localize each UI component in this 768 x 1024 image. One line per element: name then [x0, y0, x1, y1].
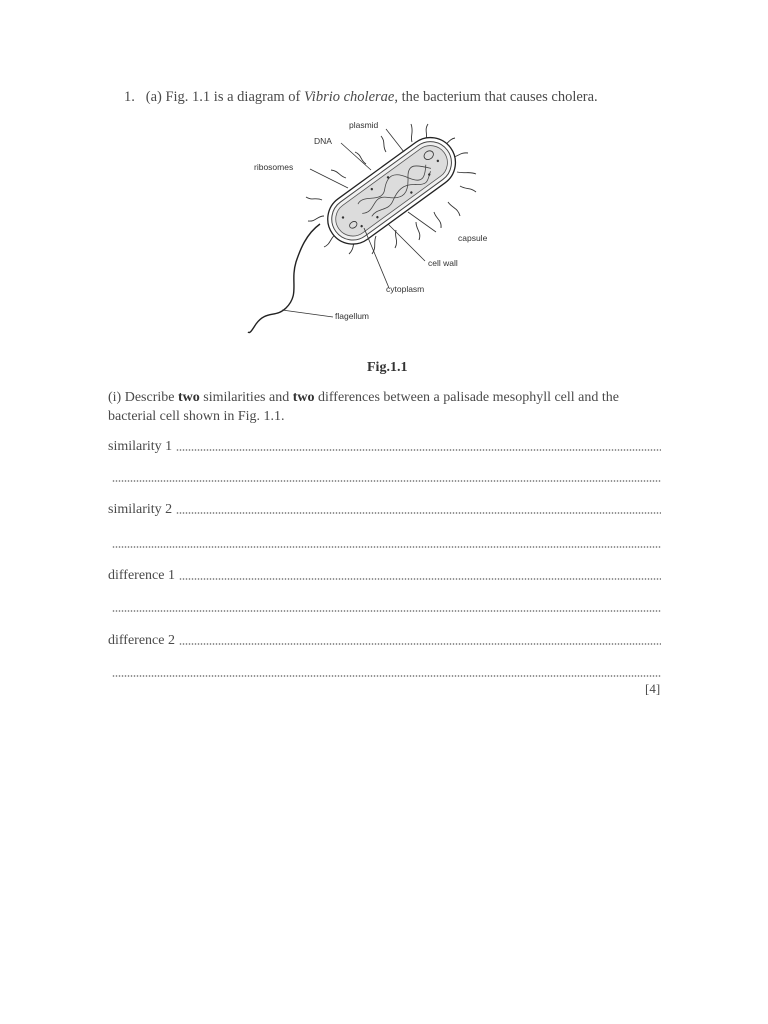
subquestion-text-1: Describe	[124, 390, 178, 405]
subquestion-text-3: differences between a palisade mesophyll cell and the bacterial cell shown in Fig. 1.1.	[108, 390, 619, 424]
answer-line-difference-2[interactable]	[108, 631, 661, 649]
answer-label: difference 2	[108, 633, 175, 648]
label-capsule: capsule	[458, 233, 488, 243]
answer-label: similarity 2	[108, 502, 173, 517]
label-flagellum: flagellum	[335, 311, 370, 321]
subquestion-text	[108, 388, 656, 426]
question-number: 1.	[124, 89, 135, 105]
flagellum	[248, 224, 320, 333]
species-name: Vibrio cholerae	[304, 89, 395, 105]
answer-line-difference-1-cont[interactable]	[108, 598, 661, 616]
question-intro-start: Fig. 1.1 is a diagram of	[165, 89, 305, 105]
answer-line-similarity-2[interactable]	[108, 500, 661, 518]
answer-line-similarity-2-cont[interactable]	[108, 534, 661, 552]
question-part: (a)	[145, 89, 162, 105]
answer-line-similarity-1[interactable]	[108, 437, 661, 455]
answer-label: difference 1	[108, 568, 175, 583]
cell-body	[318, 128, 466, 254]
label-ribosomes: ribosomes	[254, 162, 294, 172]
bold-two-2: two	[292, 390, 315, 405]
answer-line-difference-2-cont[interactable]	[108, 663, 661, 681]
subquestion-number: (i)	[108, 390, 122, 405]
bold-two-1: two	[177, 390, 200, 405]
answer-label: similarity 1	[108, 439, 173, 454]
label-dna: DNA	[314, 136, 332, 146]
answer-line-similarity-1-cont[interactable]	[108, 468, 661, 486]
question-intro-end: , the bacterium that causes cholera.	[394, 89, 598, 105]
label-plasmid: plasmid	[349, 120, 379, 130]
bacterium-diagram	[236, 112, 516, 342]
figure-caption: Fig.1.1	[367, 360, 408, 375]
marks-allocation: [4]	[645, 681, 661, 696]
label-cell-wall: cell wall	[428, 258, 458, 268]
question-intro	[124, 89, 598, 106]
answer-line-difference-1[interactable]	[108, 566, 661, 584]
subquestion-text-2: similarities and	[199, 390, 293, 405]
label-cytoplasm: cytoplasm	[386, 284, 425, 294]
